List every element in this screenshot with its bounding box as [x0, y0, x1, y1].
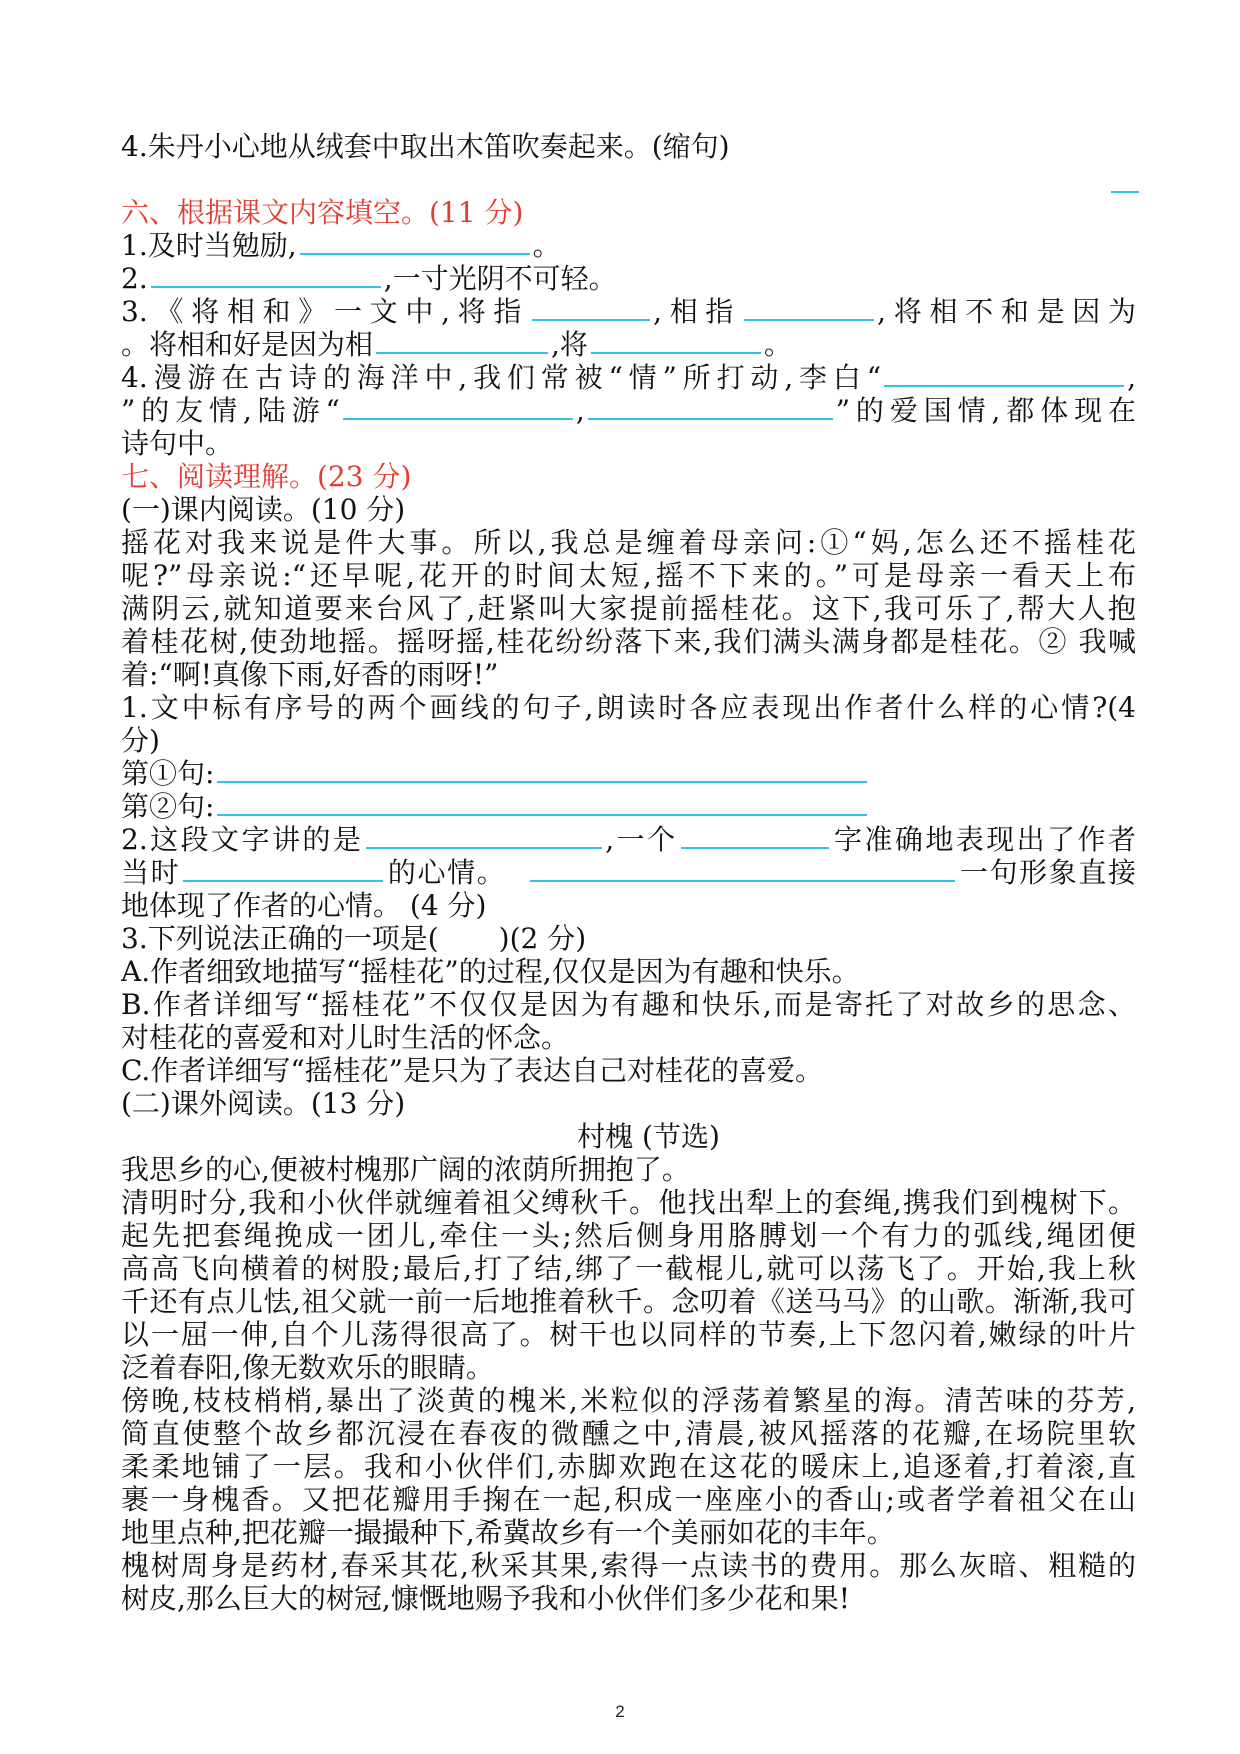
section-six-heading: 六、根据课文内容填空。(11 分)	[121, 196, 524, 229]
q2-text-before: 2.	[121, 262, 148, 295]
option-b-continued: 对桂花的喜爱和对儿时生活的怀念。	[121, 1021, 570, 1054]
q3-text: 3.《将相和》一文中,将指	[121, 295, 530, 328]
article-title: 村槐 (节选)	[577, 1120, 720, 1153]
q2-text: ,一个	[605, 823, 678, 856]
option-a: A.作者细致地描写“摇桂花”的过程,仅仅是因为有趣和快乐。	[121, 955, 860, 988]
q3-text: 。将相和好是因为相	[121, 328, 374, 361]
q3-stem-text: )(2 分)	[498, 922, 587, 955]
section-seven-heading: 七、阅读理解。(23 分)	[121, 460, 412, 493]
article-line: 千还有点儿怯,祖父就一前一后地推着秋千。念叨着《送马马》的山歌。渐渐,我可	[121, 1285, 1136, 1318]
q3-stem-text: 3.下列说法正确的一项是(	[121, 922, 439, 955]
section-six-q1	[121, 229, 1136, 262]
article-line: 泛着春阳,像无数欢乐的眼睛。	[121, 1351, 494, 1384]
passage-text: 母亲说:“还早呢,花开的时间太短,摇不下来的。”可是母亲一看天上布	[182, 559, 1136, 592]
q1-text-after: 。	[532, 229, 561, 262]
article-line: 柔柔地铺了一层。我和小伙伴们,赤脚欢跑在这花的暖床上,追逐着,打着滚,直	[121, 1450, 1136, 1483]
article-line: 起先把套绳挽成一团儿,牵住一头;然后侧身用胳膊划一个有力的弧线,绳团便	[121, 1219, 1136, 1252]
section-six-q4-line3: 诗句中。	[121, 427, 234, 460]
q3-text: ,将	[551, 328, 588, 361]
article-line: 槐树周身是药材,春采其花,秋采其果,索得一点读书的费用。那么灰暗、粗糙的	[121, 1549, 1136, 1582]
answer-blank	[884, 361, 1124, 387]
q1-text-before: 1.及时当勉励,	[121, 229, 297, 262]
underlined-sentence-1: “妈,怎么还不摇桂花	[852, 526, 1136, 559]
q4-text: ,	[1127, 361, 1136, 394]
article-line: 裹一身槐香。又把花瓣用手掬在一起,积成一座座小的香山;或者学着祖父在山	[121, 1483, 1136, 1516]
passage-line	[121, 526, 1136, 559]
reading-q1-line1: 1.文中标有序号的两个画线的句子,朗读时各应表现出作者什么样的心情?(4	[121, 691, 1136, 724]
passage-text: 着桂花树,使劲地摇。摇呀摇,桂花纷纷落下来,我们满头满身都是桂花。②	[121, 625, 1079, 658]
answer-blank	[300, 229, 530, 255]
answer-label: 第②句:	[121, 790, 215, 823]
q4-text: ”的友情,陆游“	[121, 394, 340, 427]
reading-q2-line3: 地体现了作者的心情。 (4 分)	[121, 889, 487, 922]
answer-blank	[376, 328, 548, 354]
answer-blank	[217, 790, 867, 816]
q2-text: 当时	[121, 856, 181, 889]
article-line: 高高飞向横着的树股;最后,打了结,绑了一截棍儿,就可以荡飞了。开始,我上秋	[121, 1252, 1136, 1285]
page-number: 2	[615, 1702, 625, 1721]
q2-text: 字准确地表现出了作者	[831, 823, 1136, 856]
article-line: 树皮,那么巨大的树冠,慷慨地赐予我和小伙伴们多少花和果!	[121, 1582, 851, 1615]
answer-blank	[343, 394, 573, 420]
article-line: 简直使整个故乡都沉浸在春夜的微醺之中,清晨,被风摇落的花瓣,在场院里软	[121, 1417, 1136, 1450]
reading-q1-answer1	[121, 757, 1136, 790]
section-six-q3-line2	[121, 328, 1136, 361]
article-line: 傍晚,枝枝梢梢,暴出了淡黄的槐米,米粒似的浮荡着繁星的海。清苦味的芬芳,	[121, 1384, 1136, 1417]
answer-blank	[217, 757, 867, 783]
q2-text: 一句形象直接	[958, 856, 1136, 889]
answer-blank	[183, 856, 383, 882]
section-six-q2	[121, 262, 1136, 295]
passage-line	[121, 658, 1136, 691]
article-line: 以一屈一伸,自个儿荡得很高了。树干也以同样的节奏,上下忽闪着,嫩绿的叶片	[121, 1318, 1136, 1351]
passage-line	[121, 625, 1136, 658]
answer-blank	[591, 328, 761, 354]
answer-blank	[530, 856, 955, 882]
q3-text: ,将相不和是因为	[877, 295, 1136, 328]
reading-q1-answer2	[121, 790, 1136, 823]
answer-blank	[532, 295, 650, 321]
q4-text: 4.漫游在古诗的海洋中,我们常被“情”所打动,李白“	[121, 361, 882, 394]
answer-blank	[744, 295, 874, 321]
shrink-sentence-question	[121, 130, 1136, 163]
underlined-sentence-1: 呢?”	[121, 559, 182, 592]
answer-label: 第①句:	[121, 757, 215, 790]
reading-q2-line1	[121, 823, 1136, 856]
section-six-q3-line1	[121, 295, 1136, 328]
q3-text: 。	[763, 328, 792, 361]
question-text: 4.朱丹小心地从绒套中取出木笛吹奏起来。(缩句)	[121, 130, 730, 163]
answer-spacer-line	[121, 163, 1136, 196]
option-b: B.作者详细写“摇桂花”不仅仅是因为有趣和快乐,而是寄托了对故乡的思念、	[121, 988, 1136, 1021]
section-six-q4-line1	[121, 361, 1136, 394]
q2-text: 的心情。	[386, 856, 507, 889]
q3-text: ,相指	[653, 295, 742, 328]
reading-q3-stem	[121, 922, 1136, 955]
exam-page-content	[121, 130, 1136, 1615]
article-line: 我思乡的心,便被村槐那广阔的浓荫所拥抱了。	[121, 1153, 690, 1186]
reading-q2-line2	[121, 856, 1136, 889]
option-c: C.作者详细写“摇桂花”是只为了表达自己对桂花的喜爱。	[121, 1054, 823, 1087]
passage-line: 满阴云,就知道要来台风了,赶紧叫大家提前摇桂花。这下,我可乐了,帮大人抱	[121, 592, 1136, 625]
passage-text: 摇花对我来说是件大事。所以,我总是缠着母亲问:①	[121, 526, 853, 559]
answer-blank	[681, 823, 829, 849]
answer-blank	[151, 262, 381, 288]
in-class-reading-heading: (一)课内阅读。(10 分)	[121, 493, 406, 526]
underlined-sentence-2: 我喊	[1078, 625, 1136, 658]
q4-text: ”的爱国情,都体现在	[835, 394, 1136, 427]
underlined-sentence-2: 着:“啊!真像下雨,好香的雨呀!”	[121, 658, 498, 691]
answer-blank	[366, 823, 602, 849]
answer-paren-space	[439, 938, 499, 948]
passage-line	[121, 559, 1136, 592]
article-line: 地里点种,把花瓣一撮撮种下,希冀故乡有一个美丽如花的丰年。	[121, 1516, 895, 1549]
section-six-q4-line2	[121, 394, 1136, 427]
q2-text-after: ,一寸光阴不可轻。	[383, 262, 617, 295]
answer-blank	[588, 394, 833, 420]
article-line: 清明时分,我和小伙伴就缠着祖父缚秋千。他找出犁上的套绳,携我们到槐树下。	[121, 1186, 1136, 1219]
reading-q1-line2: 分)	[121, 724, 160, 757]
q4-text: ,	[575, 394, 585, 427]
q2-text: 2.这段文字讲的是	[121, 823, 364, 856]
extracurricular-reading-heading: (二)课外阅读。(13 分)	[121, 1087, 406, 1120]
